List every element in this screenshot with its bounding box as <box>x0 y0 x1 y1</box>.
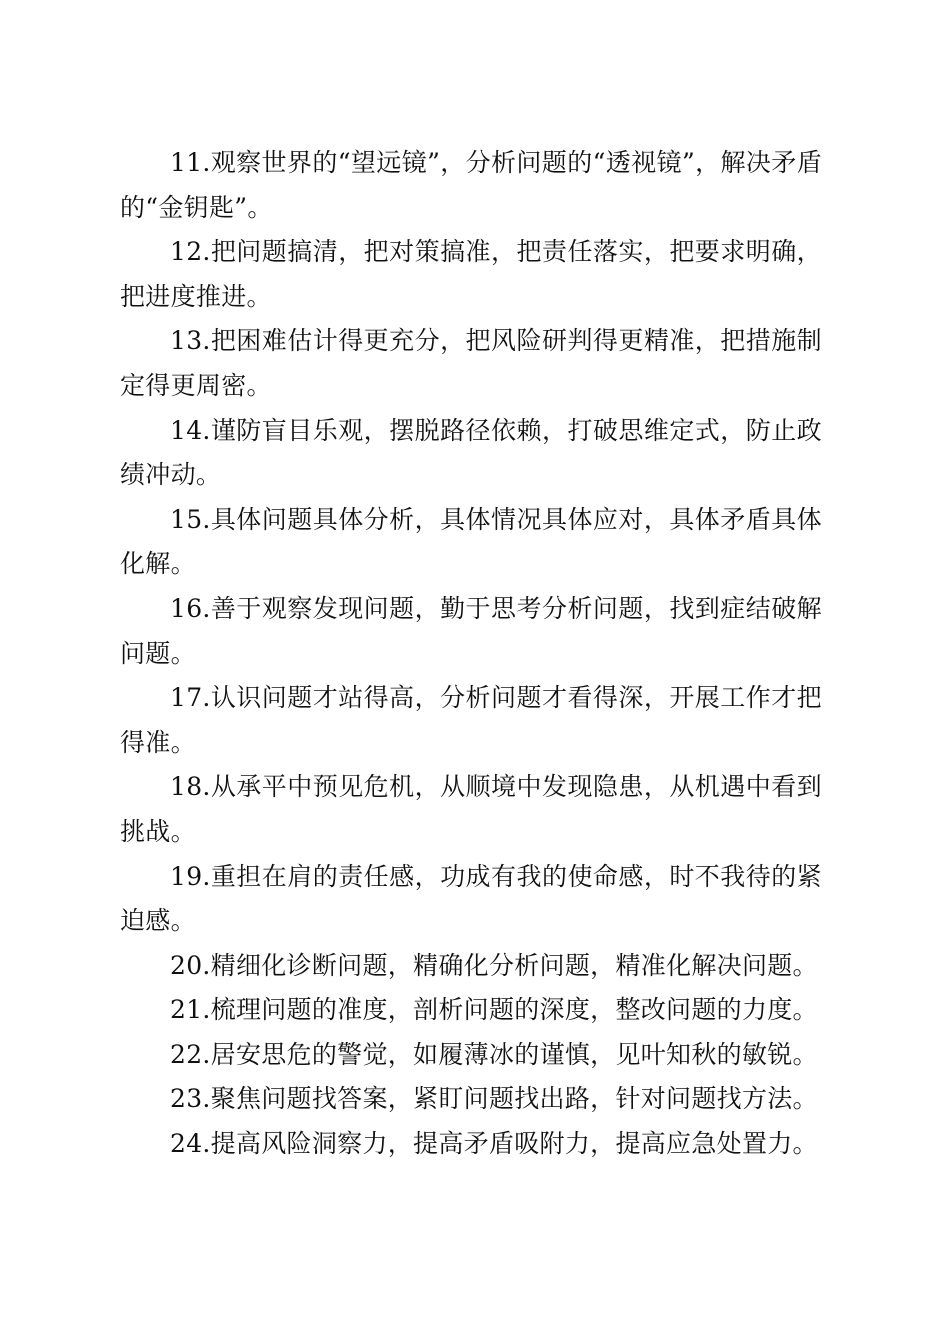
paragraph-19: 19.重担在肩的责任感，功成有我的使命感，时不我待的紧迫感。 <box>120 861 822 936</box>
paragraph-22: 22.居安思危的警觉，如履薄冰的谨慎，见叶知秋的敏锐。 <box>170 1039 818 1069</box>
paragraph-16: 16.善于观察发现问题，勤于思考分析问题，找到症结破解问题。 <box>120 593 822 668</box>
paragraph-11: 11.观察世界的“望远镜”，分析问题的“透视镜”，解决矛盾的“金钥匙”。 <box>120 148 822 222</box>
paragraph-13: 13.把困难估计得更充分，把风险研判得更精准，把措施制定得更周密。 <box>120 326 822 400</box>
document-body <box>120 141 822 1167</box>
paragraph-15: 15.具体问题具体分析，具体情况具体应对，具体矛盾具体化解。 <box>120 504 822 579</box>
paragraph-20: 20.精细化诊断问题，精确化分析问题，精准化解决问题。 <box>170 950 818 980</box>
paragraph-24: 24.提高风险洞察力，提高矛盾吸附力，提高应急处置力。 <box>170 1129 818 1159</box>
paragraph-18: 18.从承平中预见危机，从顺境中发现隐患，从机遇中看到挑战。 <box>120 772 822 846</box>
paragraph-12: 12.把问题搞清，把对策搞准，把责任落实，把要求明确，把进度推进。 <box>120 237 822 311</box>
paragraph-21: 21.梳理问题的准度，剖析问题的深度，整改问题的力度。 <box>170 995 818 1025</box>
paragraph-23: 23.聚焦问题找答案，紧盯问题找出路，针对问题找方法。 <box>170 1084 818 1114</box>
paragraph-17: 17.认识问题才站得高，分析问题才看得深，开展工作才把得准。 <box>120 683 822 757</box>
paragraph-14: 14.谨防盲目乐观，摆脱路径依赖，打破思维定式，防止政绩冲动。 <box>120 415 822 490</box>
